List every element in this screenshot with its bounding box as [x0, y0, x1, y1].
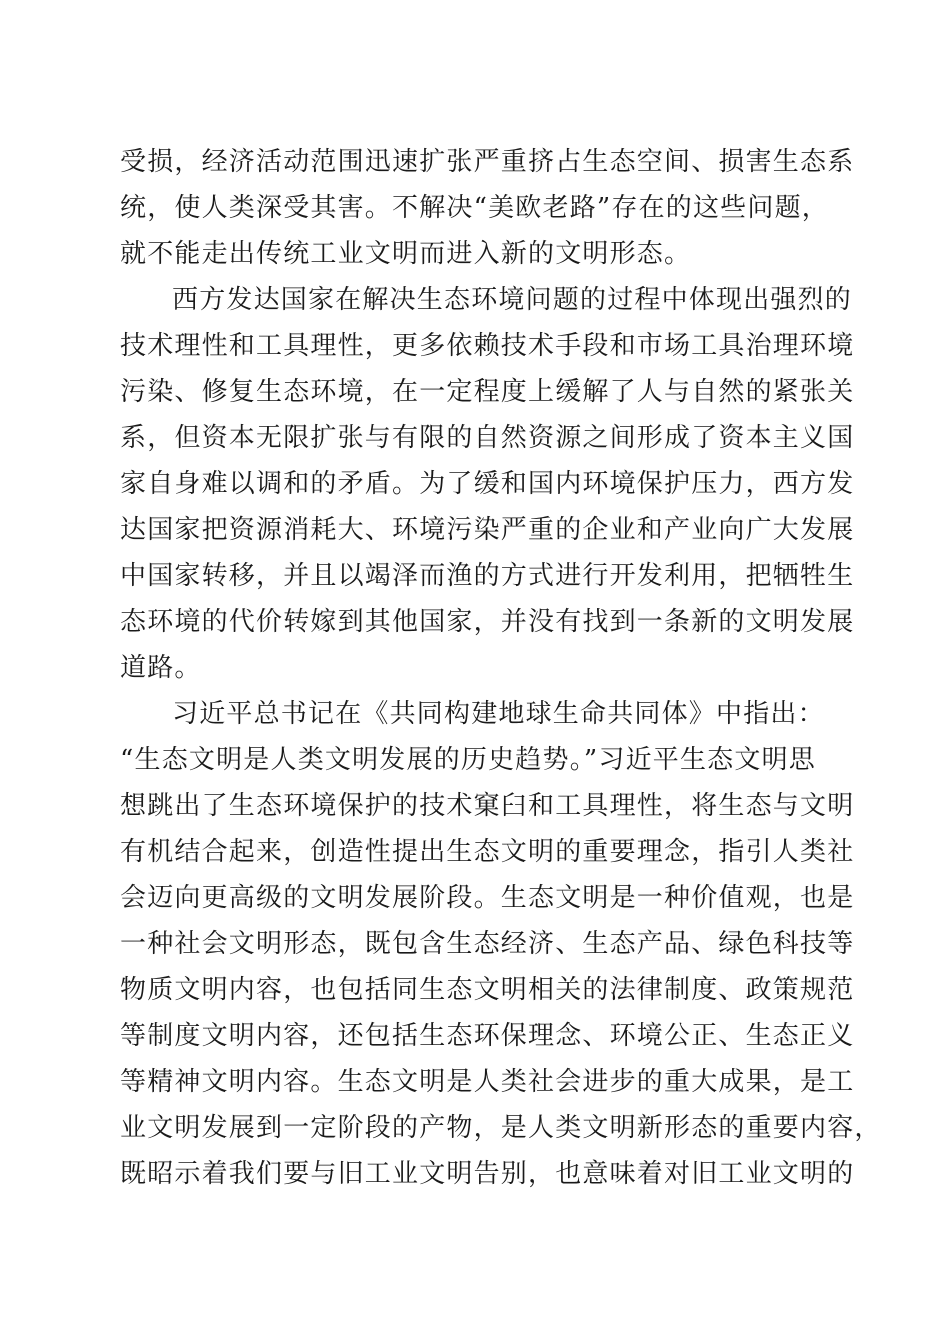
text-line: 态环境的代价转嫁到其他国家，并没有找到一条新的文明发展	[120, 607, 855, 637]
text-line: 既昭示着我们要与旧工业文明告别，也意味着对旧工业文明的	[120, 1159, 855, 1189]
text-line: 等精神文明内容。生态文明是人类社会进步的重大成果，是工	[120, 1067, 855, 1097]
text-line: 一种社会文明形态，既包含生态经济、生态产品、绿色科技等	[120, 929, 855, 959]
text-line: 会迈向更高级的文明发展阶段。生态文明是一种价值观，也是	[120, 883, 855, 913]
text-line: 想跳出了生态环境保护的技术窠臼和工具理性，将生态与文明	[120, 791, 855, 821]
text-line: 受损，经济活动范围迅速扩张严重挤占生态空间、损害生态系	[120, 147, 855, 177]
text-line: 系，但资本无限扩张与有限的自然资源之间形成了资本主义国	[120, 423, 855, 453]
text-line: 污染、修复生态环境，在一定程度上缓解了人与自然的紧张关	[120, 377, 855, 407]
text-line: 中国家转移，并且以竭泽而渔的方式进行开发利用，把牺牲生	[120, 561, 855, 591]
text-line: 就不能走出传统工业文明而进入新的文明形态。	[120, 239, 692, 269]
text-line: “生态文明是人类文明发展的历史趋势。”习近平生态文明思	[120, 745, 816, 775]
text-line: 道路。	[120, 653, 202, 683]
text-line: 达国家把资源消耗大、环境污染严重的企业和产业向广大发展	[120, 515, 855, 545]
text-line: 技术理性和工具理性，更多依赖技术手段和市场工具治理环境	[120, 331, 855, 361]
text-line: 有机结合起来，创造性提出生态文明的重要理念，指引人类社	[120, 837, 855, 867]
text-line: 等制度文明内容，还包括生态环保理念、环境公正、生态正义	[120, 1021, 855, 1051]
text-line: 物质文明内容，也包括同生态文明相关的法律制度、政策规范	[120, 975, 855, 1005]
paragraph-first-line: 西方发达国家在解决生态环境问题的过程中体现出强烈的	[172, 285, 853, 315]
text-line: 统，使人类深受其害。不解决“美欧老路”存在的这些问题，	[120, 193, 829, 223]
paragraph-first-line: 习近平总书记在《共同构建地球生命共同体》中指出：	[172, 699, 825, 729]
text-line: 家自身难以调和的矛盾。为了缓和国内环境保护压力，西方发	[120, 469, 855, 499]
text-line: 业文明发展到一定阶段的产物，是人类文明新形态的重要内容，	[120, 1113, 882, 1143]
